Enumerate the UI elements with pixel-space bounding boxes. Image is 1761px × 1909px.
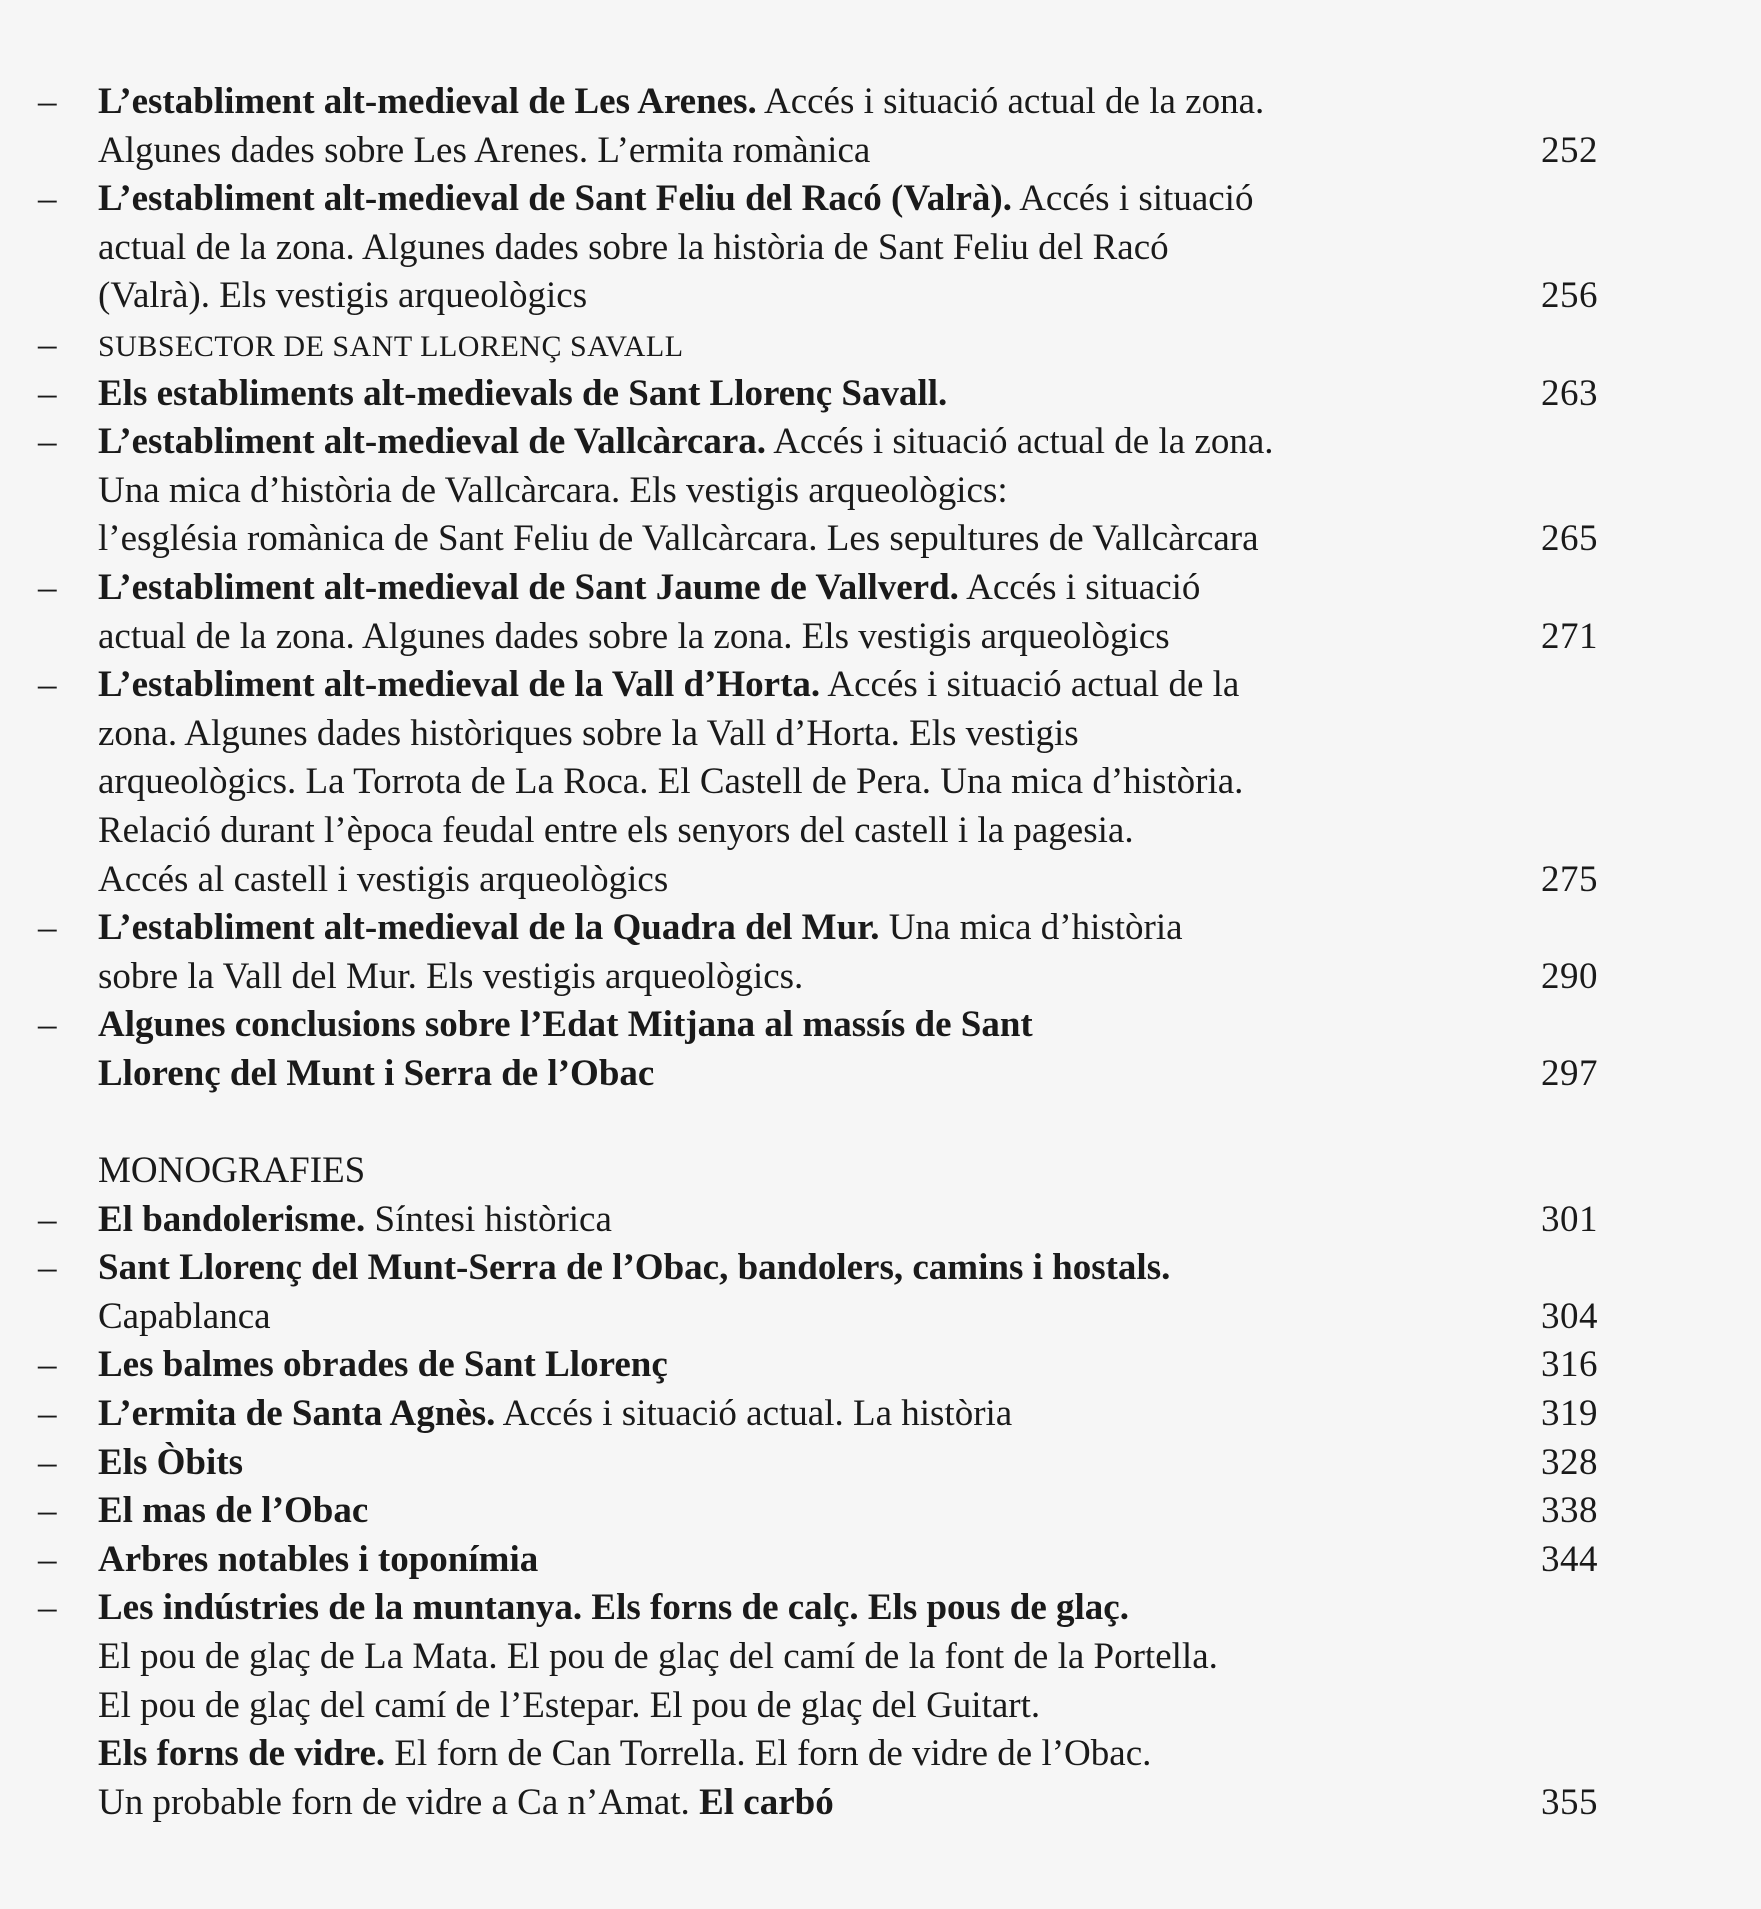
entry-dash: – — [38, 323, 57, 365]
page-number: 263 — [1541, 372, 1598, 414]
entry-text — [98, 1341, 1498, 1390]
toc-line — [38, 1293, 1598, 1342]
page-number: 304 — [1541, 1295, 1598, 1337]
toc-line — [38, 758, 1598, 807]
entry-text — [98, 1147, 1498, 1196]
page-number: 265 — [1541, 518, 1598, 560]
entry-text — [98, 904, 1498, 953]
entry-text — [98, 1536, 1498, 1585]
entry-text — [98, 1730, 1498, 1779]
toc-line — [38, 613, 1598, 662]
page-number: 316 — [1541, 1344, 1598, 1386]
page-number: 355 — [1541, 1781, 1598, 1823]
entry-dash: – — [38, 421, 57, 463]
entry-text — [98, 1779, 1498, 1828]
entry-dash: – — [38, 664, 57, 706]
entry-dash: – — [38, 372, 57, 414]
entry-dash: – — [38, 1490, 57, 1532]
entry-description: El pou de glaç de La Mata. El pou de glaç del camí de la font de la Portella. — [98, 1636, 1218, 1677]
toc-line — [38, 710, 1598, 759]
entry-description: zona. Algunes dades històriques sobre la Vall d’Horta. Els vestigis — [98, 712, 1079, 754]
entry-title-bold: L’establiment alt-medieval de Sant Feliu del Racó (Valrà). — [98, 178, 1012, 220]
entry-description: Síntesi històrica — [365, 1198, 612, 1240]
toc-line — [38, 1439, 1598, 1488]
toc-line — [38, 1779, 1598, 1828]
entry-dash: – — [38, 1004, 57, 1046]
toc-line — [38, 127, 1598, 176]
page-number: 344 — [1541, 1538, 1598, 1580]
toc-line — [38, 807, 1598, 856]
page-number: 271 — [1541, 615, 1598, 657]
entry-text — [98, 321, 1498, 372]
entry-dash: – — [38, 178, 57, 220]
entry-dash: – — [38, 1198, 57, 1240]
entry-text — [98, 175, 1498, 224]
entry-text — [98, 515, 1498, 564]
entry-title-bold: L’establiment alt-medieval de la Vall d’Horta. — [98, 664, 821, 706]
toc-line — [38, 1244, 1598, 1293]
entry-text — [98, 1633, 1498, 1682]
toc-line — [38, 1487, 1598, 1536]
entry-title-bold: Els forns de vidre. — [98, 1733, 386, 1775]
toc-line — [38, 904, 1598, 953]
entry-title-bold: Les indústries de la muntanya. Els forns de calç. Els pous de glaç. — [98, 1587, 1129, 1629]
entry-title-bold: L’ermita de Santa Agnès. — [98, 1393, 496, 1435]
entry-text — [98, 1487, 1498, 1536]
toc-line — [38, 856, 1598, 905]
entry-text — [98, 1050, 1498, 1099]
entry-description: l’església romànica de Sant Feliu de Vallcàrcara. Les sepultures de Vallcàrcara — [98, 518, 1259, 560]
toc-line — [38, 1730, 1598, 1779]
toc-line — [38, 175, 1598, 224]
entry-text — [98, 1293, 1498, 1342]
table-of-contents — [38, 78, 1598, 1827]
toc-line — [38, 78, 1598, 127]
entry-description: MONOGRAFIES — [98, 1150, 366, 1192]
entry-description: (Valrà). Els vestigis arqueològics — [98, 275, 588, 317]
entry-description: actual de la zona. Algunes dades sobre la zona. Els vestigis arqueològics — [98, 615, 1170, 657]
entry-text — [98, 856, 1498, 905]
entry-text — [98, 1390, 1498, 1439]
toc-line — [38, 370, 1598, 419]
toc-line — [38, 1147, 1598, 1196]
entry-title-bold: Els establiments alt-medievals de Sant Llorenç Savall. — [98, 372, 948, 414]
entry-text — [98, 613, 1498, 662]
entry-text — [98, 1439, 1498, 1488]
toc-line — [38, 1341, 1598, 1390]
entry-description: Relació durant l’època feudal entre els senyors del castell i la pagesia. — [98, 809, 1134, 851]
entry-text — [98, 370, 1498, 419]
entry-dash: – — [38, 1344, 57, 1386]
page-number: 275 — [1541, 858, 1598, 900]
toc-line — [38, 1001, 1598, 1050]
page-number: 319 — [1541, 1393, 1598, 1435]
entry-description: El pou de glaç del camí de l’Estepar. El pou de glaç del Guitart. — [98, 1684, 1041, 1726]
section-spacer — [38, 1098, 1598, 1147]
toc-line — [38, 564, 1598, 613]
entry-title-bold: El bandolerisme. — [98, 1198, 366, 1240]
page-number: 297 — [1541, 1052, 1598, 1094]
entry-text — [98, 78, 1498, 127]
entry-title-bold: Arbres notables i toponímia — [98, 1538, 539, 1580]
entry-dash: – — [38, 1393, 57, 1435]
entry-text — [98, 1682, 1498, 1731]
toc-line — [38, 953, 1598, 1002]
entry-text — [98, 807, 1498, 856]
page-number: 256 — [1541, 275, 1598, 317]
entry-description: El forn de Can Torrella. El forn de vidre de l’Obac. — [385, 1733, 1152, 1775]
entry-dash: – — [38, 907, 57, 949]
toc-line — [38, 224, 1598, 273]
entry-text — [98, 1196, 1498, 1245]
entry-dash: – — [38, 1538, 57, 1580]
entry-title-bold: Sant Llorenç del Munt-Serra de l’Obac, bandolers, camins i hostals. — [98, 1247, 1171, 1289]
entry-title-bold: Algunes conclusions sobre l’Edat Mitjana al massís de Sant — [98, 1004, 1033, 1046]
entry-text — [98, 1244, 1498, 1293]
entry-description: Accés i situació actual de la zona. — [756, 81, 1265, 122]
entry-title-bold: L’establiment alt-medieval de Les Arenes. — [98, 81, 757, 122]
toc-line — [38, 515, 1598, 564]
page-number: 328 — [1541, 1441, 1598, 1483]
entry-text — [98, 418, 1498, 467]
entry-description: Accés i situació actual. La història — [495, 1393, 1013, 1435]
entry-text — [98, 661, 1498, 710]
entry-text — [98, 1001, 1498, 1050]
entry-description: Accés al castell i vestigis arqueològics — [98, 858, 669, 900]
entry-description: Algunes dades sobre Les Arenes. L’ermita romànica — [98, 129, 871, 171]
entry-title-bold: El mas de l’Obac — [98, 1490, 369, 1532]
entry-dash: – — [38, 1587, 57, 1629]
entry-text — [98, 127, 1498, 176]
toc-line — [38, 1633, 1598, 1682]
entry-text — [98, 710, 1498, 759]
entry-description: actual de la zona. Algunes dades sobre la història de Sant Feliu del Racó — [98, 226, 1169, 268]
entry-description: Accés i situació — [958, 566, 1201, 608]
entry-title-bold: L’establiment alt-medieval de la Quadra del Mur. — [98, 907, 880, 949]
entry-text — [98, 564, 1498, 613]
entry-text — [98, 224, 1498, 273]
toc-line — [38, 1390, 1598, 1439]
toc-line — [38, 1050, 1598, 1099]
toc-line — [38, 467, 1598, 516]
toc-line — [38, 1584, 1598, 1633]
entry-description: Una mica d’història de Vallcàrcara. Els vestigis arqueològics: — [98, 469, 1008, 511]
page-number: 338 — [1541, 1490, 1598, 1532]
toc-line — [38, 1196, 1598, 1245]
page-number: 290 — [1541, 955, 1598, 997]
entry-text — [98, 953, 1498, 1002]
toc-line — [38, 661, 1598, 710]
entry-text — [98, 1584, 1498, 1633]
entry-description: sobre la Vall del Mur. Els vestigis arqueològics. — [98, 955, 804, 997]
page-number: 252 — [1541, 129, 1598, 171]
entry-text — [98, 272, 1498, 321]
entry-description: Un probable forn de vidre a Ca n’Amat. — [98, 1781, 700, 1823]
toc-line — [38, 418, 1598, 467]
toc-line — [38, 1682, 1598, 1731]
entry-description: Una mica d’història — [879, 907, 1183, 949]
entry-title-bold: L’establiment alt-medieval de Sant Jaume de Vallverd. — [98, 566, 959, 608]
entry-title-bold: L’establiment alt-medieval de Vallcàrcara. — [98, 421, 766, 463]
toc-line — [38, 1536, 1598, 1585]
entry-description: Accés i situació — [1011, 178, 1254, 220]
entry-description: Accés i situació actual de la — [820, 664, 1240, 706]
toc-line — [38, 321, 1598, 370]
entry-title-bold: Els Òbits — [98, 1441, 243, 1483]
entry-description: arqueològics. La Torrota de La Roca. El Castell de Pera. Una mica d’història. — [98, 761, 1244, 803]
page-number: 301 — [1541, 1198, 1598, 1240]
entry-description: Capablanca — [98, 1295, 271, 1337]
entry-dash: – — [38, 1247, 57, 1289]
entry-title-bold: El carbó — [699, 1781, 834, 1823]
entry-dash: – — [38, 566, 57, 608]
entry-title-bold: Les balmes obrades de Sant Llorenç — [98, 1344, 668, 1386]
entry-dash: – — [38, 81, 57, 122]
entry-text — [98, 758, 1498, 807]
entry-title-bold: Llorenç del Munt i Serra de l’Obac — [98, 1052, 655, 1094]
entry-dash: – — [38, 1441, 57, 1483]
toc-line — [38, 272, 1598, 321]
entry-text — [98, 467, 1498, 516]
entry-description: SUBSECTOR DE SANT LLORENÇ SAVALL — [98, 329, 684, 363]
entry-description: Accés i situació actual de la zona. — [766, 421, 1274, 463]
